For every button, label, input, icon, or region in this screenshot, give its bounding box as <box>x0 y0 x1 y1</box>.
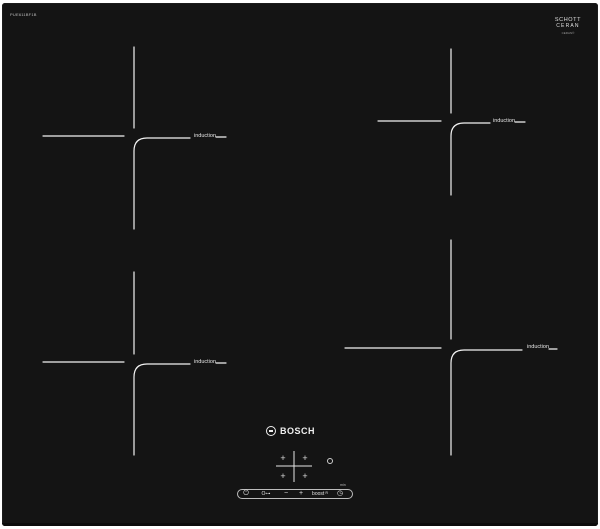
plus-button[interactable]: + <box>298 490 304 497</box>
zone-label-front-right: induction <box>527 344 550 350</box>
zone-label-rear-left: induction <box>194 133 217 139</box>
minus-button[interactable]: − <box>283 490 289 497</box>
child-lock-button[interactable]: O⊶ <box>261 491 271 497</box>
timer-min-label: min <box>340 483 346 487</box>
wipe-protection-button[interactable] <box>327 458 333 464</box>
schott-label: SCHOTT <box>554 17 582 23</box>
zone-select-rear-right-button[interactable]: + <box>302 453 308 463</box>
timer-button[interactable]: ◷ <box>336 490 344 497</box>
zone-label-front-left: induction <box>194 359 217 365</box>
zone-select-front-left-button[interactable]: + <box>280 471 286 481</box>
boost-button[interactable] <box>311 490 329 498</box>
power-button[interactable]: ⏻ <box>243 490 249 497</box>
boost-icon: ᴿ <box>325 491 328 497</box>
brand-name: BOSCH <box>280 426 316 436</box>
boost-label: boost <box>312 491 325 497</box>
ceran-label: CERAN <box>556 23 580 29</box>
ceran-mark: CERAN® <box>561 31 575 35</box>
zone-label-rear-right: induction <box>493 118 516 124</box>
zone-select-rear-left-button[interactable]: + <box>280 453 286 463</box>
model-number: PUE611BF1B <box>10 12 37 17</box>
zone-select-front-right-button[interactable]: + <box>302 471 308 481</box>
